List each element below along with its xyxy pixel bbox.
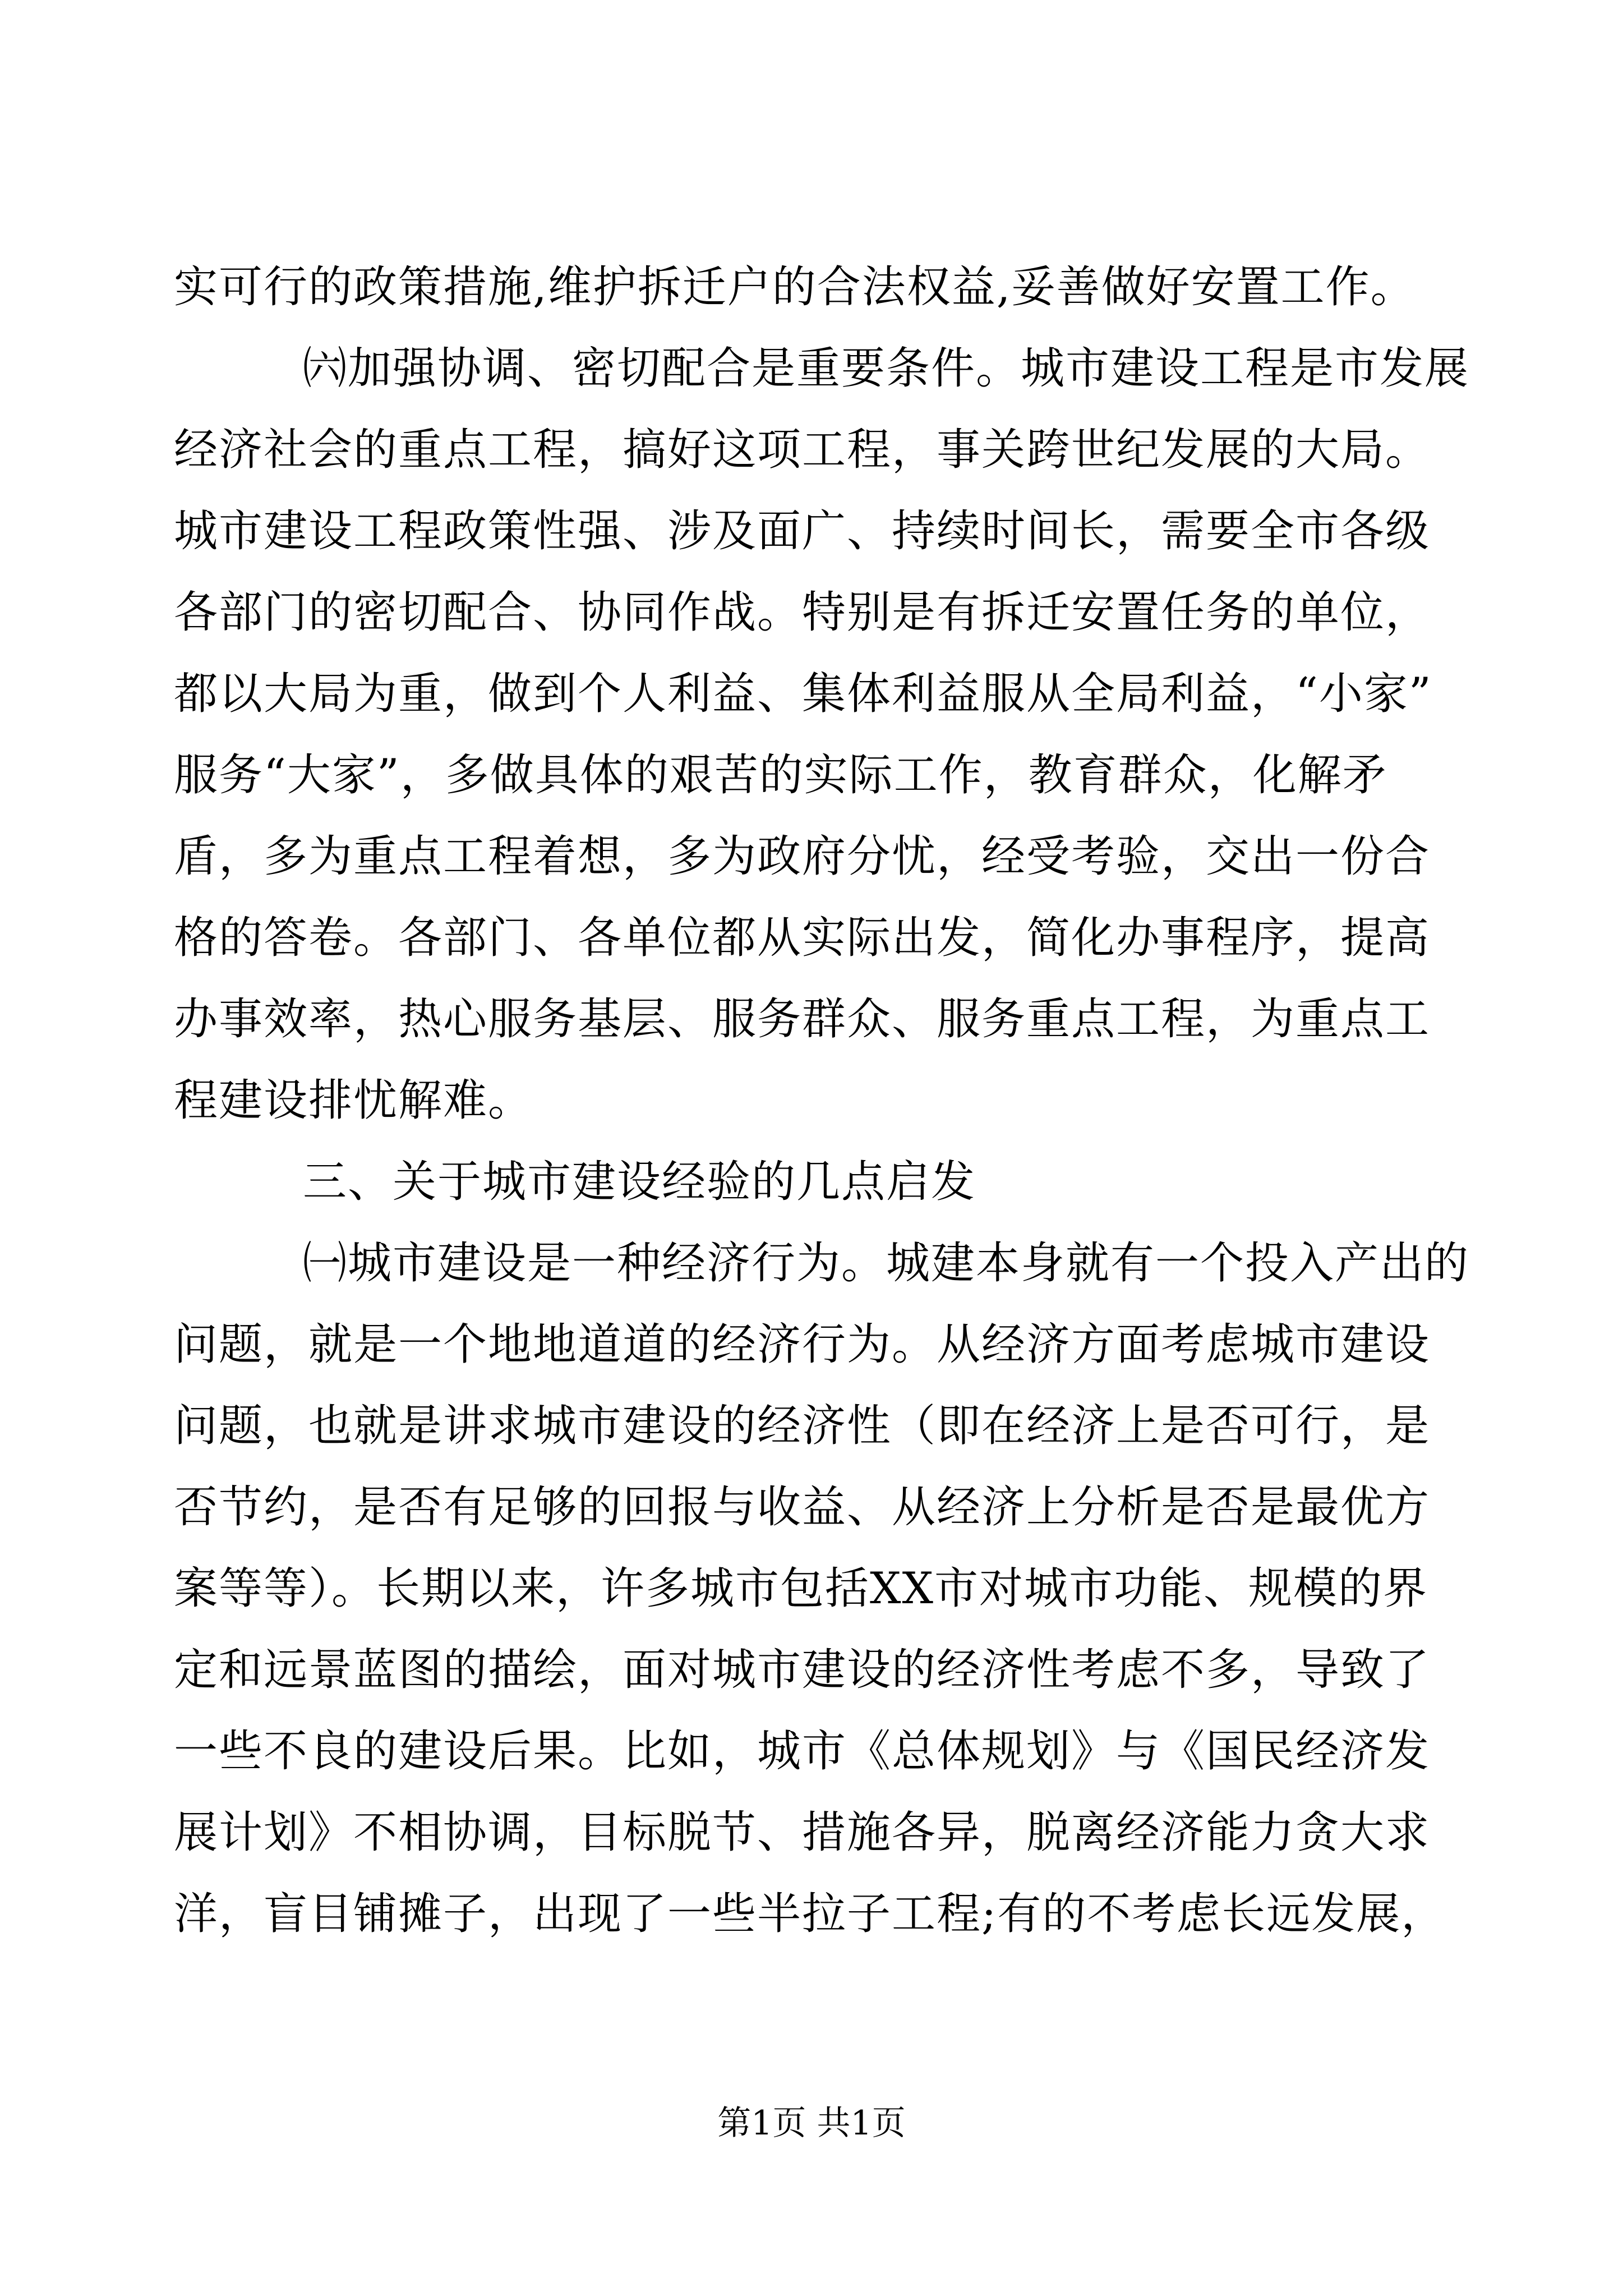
text-line: 各部门的密切配合、协同作战。特别是有拆迁安置任务的单位，: [174, 587, 1431, 638]
text-line: 程建设排忧解难。: [174, 1075, 533, 1126]
text-line: 格的答卷。各部门、各单位都从实际出发，简化办事程序，提高: [174, 913, 1431, 963]
text-line: 案等等）。长期以来，许多城市包括XX市对城市功能、规模的界: [174, 1563, 1428, 1614]
text-line: 实可行的政策措施,维护拆迁户的合法权益,妥善做好安置工作。: [174, 262, 1415, 312]
text-line: ㈠城市建设是一种经济行为。城建本身就有一个投入产出的: [303, 1238, 1470, 1289]
text-line: 一些不良的建设后果。比如，城市《总体规划》与《国民经济发: [174, 1726, 1431, 1777]
text-line: 定和远景蓝图的描绘，面对城市建设的经济性考虑不多，导致了: [174, 1645, 1431, 1695]
text-line: 经济社会的重点工程，搞好这项工程，事关跨世纪发展的大局。: [174, 425, 1431, 475]
text-line: 盾，多为重点工程着想，多为政府分忧，经受考验，交出一份合: [174, 831, 1431, 882]
section-heading: 三、关于城市建设经验的几点启发: [303, 1157, 976, 1207]
text-line: 都以大局为重，做到个人利益、集体利益服从全局利益，“小家”: [174, 669, 1432, 719]
text-line: 问题，也就是讲求城市建设的经济性（即在经济上是否可行，是: [174, 1401, 1431, 1451]
document-body: [174, 247, 1470, 1955]
text-line: 办事效率，热心服务基层、服务群众、服务重点工程，为重点工: [174, 994, 1431, 1045]
text-line: 展计划》不相协调，目标脱节、措施各异，脱离经济能力贪大求: [174, 1807, 1431, 1858]
text-line: 问题，就是一个地地道道的经济行为。从经济方面考虑城市建设: [174, 1319, 1431, 1370]
text-line: ㈥加强协调、密切配合是重要条件。城市建设工程是市发展: [303, 343, 1470, 394]
page-footer: 第1页 共1页: [717, 2104, 906, 2143]
text-line: 洋，盲目铺摊子，出现了一些半拉子工程;有的不考虑长远发展，: [174, 1889, 1446, 1939]
text-line: 服务“大家”，多做具体的艰苦的实际工作，教育群众，化解矛: [174, 750, 1387, 800]
text-line: 否节约，是否有足够的回报与收益、从经济上分析是否是最优方: [174, 1482, 1431, 1533]
text-line: 城市建设工程政策性强、涉及面广、持续时间长，需要全市各级: [174, 506, 1431, 556]
